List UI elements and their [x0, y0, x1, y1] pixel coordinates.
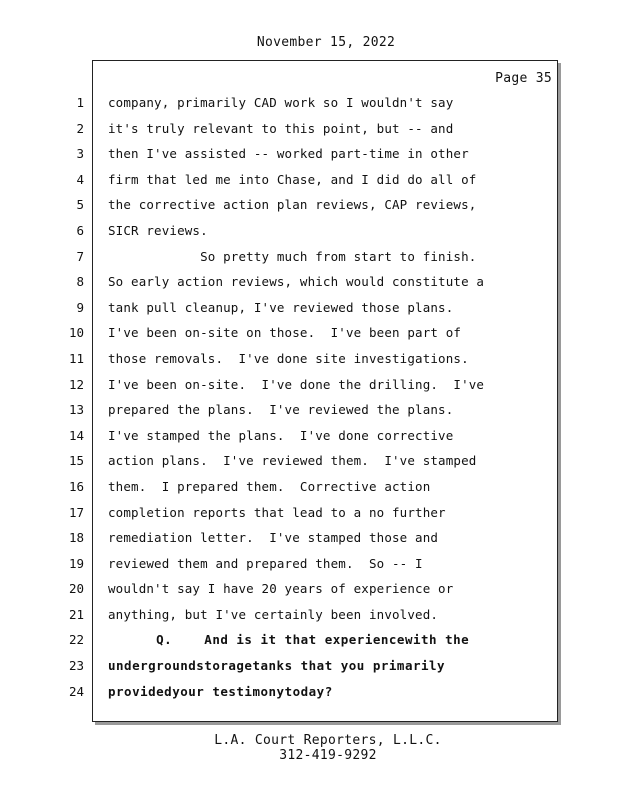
line-number: 16 [68, 478, 84, 494]
line-number: 4 [76, 171, 84, 187]
line-number: 14 [68, 427, 84, 443]
transcript-line: wouldn't say I have 20 years of experience or [108, 581, 454, 597]
transcript-line: tank pull cleanup, I've reviewed those plans. [108, 299, 454, 315]
transcript-line: I've stamped the plans. I've done corrective [108, 427, 454, 443]
line-number: 21 [68, 606, 84, 622]
line-number-column [52, 90, 84, 704]
line-number: 22 [68, 632, 84, 648]
line-number: 10 [68, 325, 84, 341]
line-number: 18 [68, 530, 84, 546]
line-number: 13 [68, 402, 84, 418]
reporter-company: L.A. Court Reporters, L.L.C. [214, 733, 442, 748]
transcript-line: it's truly relevant to this point, but -- and [108, 120, 454, 136]
transcript-line: company, primarily CAD work so I wouldn't say [108, 95, 454, 110]
line-number: 19 [68, 555, 84, 571]
line-number: 6 [76, 222, 84, 238]
line-number: 3 [76, 146, 84, 162]
transcript-line: completion reports that lead to a no further [108, 504, 446, 520]
transcript-line: reviewed them and prepared them. So -- I [108, 555, 423, 571]
line-number: 20 [68, 581, 84, 597]
line-number: 11 [68, 350, 84, 366]
transcript-line: action plans. I've reviewed them. I've stamped [108, 453, 477, 469]
transcript-line: the corrective action plan reviews, CAP reviews, [108, 197, 477, 213]
transcript-line: anything, but I've certainly been involved. [108, 606, 439, 622]
line-number: 1 [76, 95, 84, 110]
line-number: 12 [68, 376, 84, 392]
line-number: 5 [76, 197, 84, 213]
transcript-line: those removals. I've done site investigations. [108, 350, 469, 366]
deposition-date: November 15, 2022 [256, 35, 396, 50]
line-number: 7 [76, 248, 84, 264]
transcript-line: prepared the plans. I've reviewed the plans. [108, 402, 454, 418]
question-line: undergroundstoragetanks that you primarily [108, 658, 446, 674]
line-number: 9 [76, 299, 84, 315]
line-number: 24 [68, 683, 84, 699]
transcript-line: firm that led me into Chase, and I did do all of [108, 171, 477, 187]
transcript-line: So early action reviews, which would constitute a [108, 274, 485, 290]
transcript-line: I've been on-site on those. I've been part of [108, 325, 462, 341]
transcript-line: remediation letter. I've stamped those and [108, 530, 439, 546]
line-number: 2 [76, 120, 84, 136]
transcript-line: them. I prepared them. Corrective action [108, 478, 431, 494]
transcript-line: SICR reviews. [108, 222, 208, 238]
page-number: Page 35 [495, 71, 552, 86]
transcript-line: So pretty much from start to finish. [108, 248, 477, 264]
transcript-line: I've been on-site. I've done the drilling. I've [108, 376, 485, 392]
line-number: 23 [68, 658, 84, 674]
line-number: 15 [68, 453, 84, 469]
reporter-phone: 312-419-9292 [279, 748, 377, 763]
transcript-line: then I've assisted -- worked part-time in other [108, 146, 469, 162]
question-line: providedyour testimonytoday? [108, 683, 333, 699]
reporter-footer [0, 733, 618, 763]
transcript-text [108, 90, 548, 704]
line-number: 8 [76, 274, 84, 290]
line-number: 17 [68, 504, 84, 520]
question-line: Q. And is it that experiencewith the [108, 632, 470, 648]
